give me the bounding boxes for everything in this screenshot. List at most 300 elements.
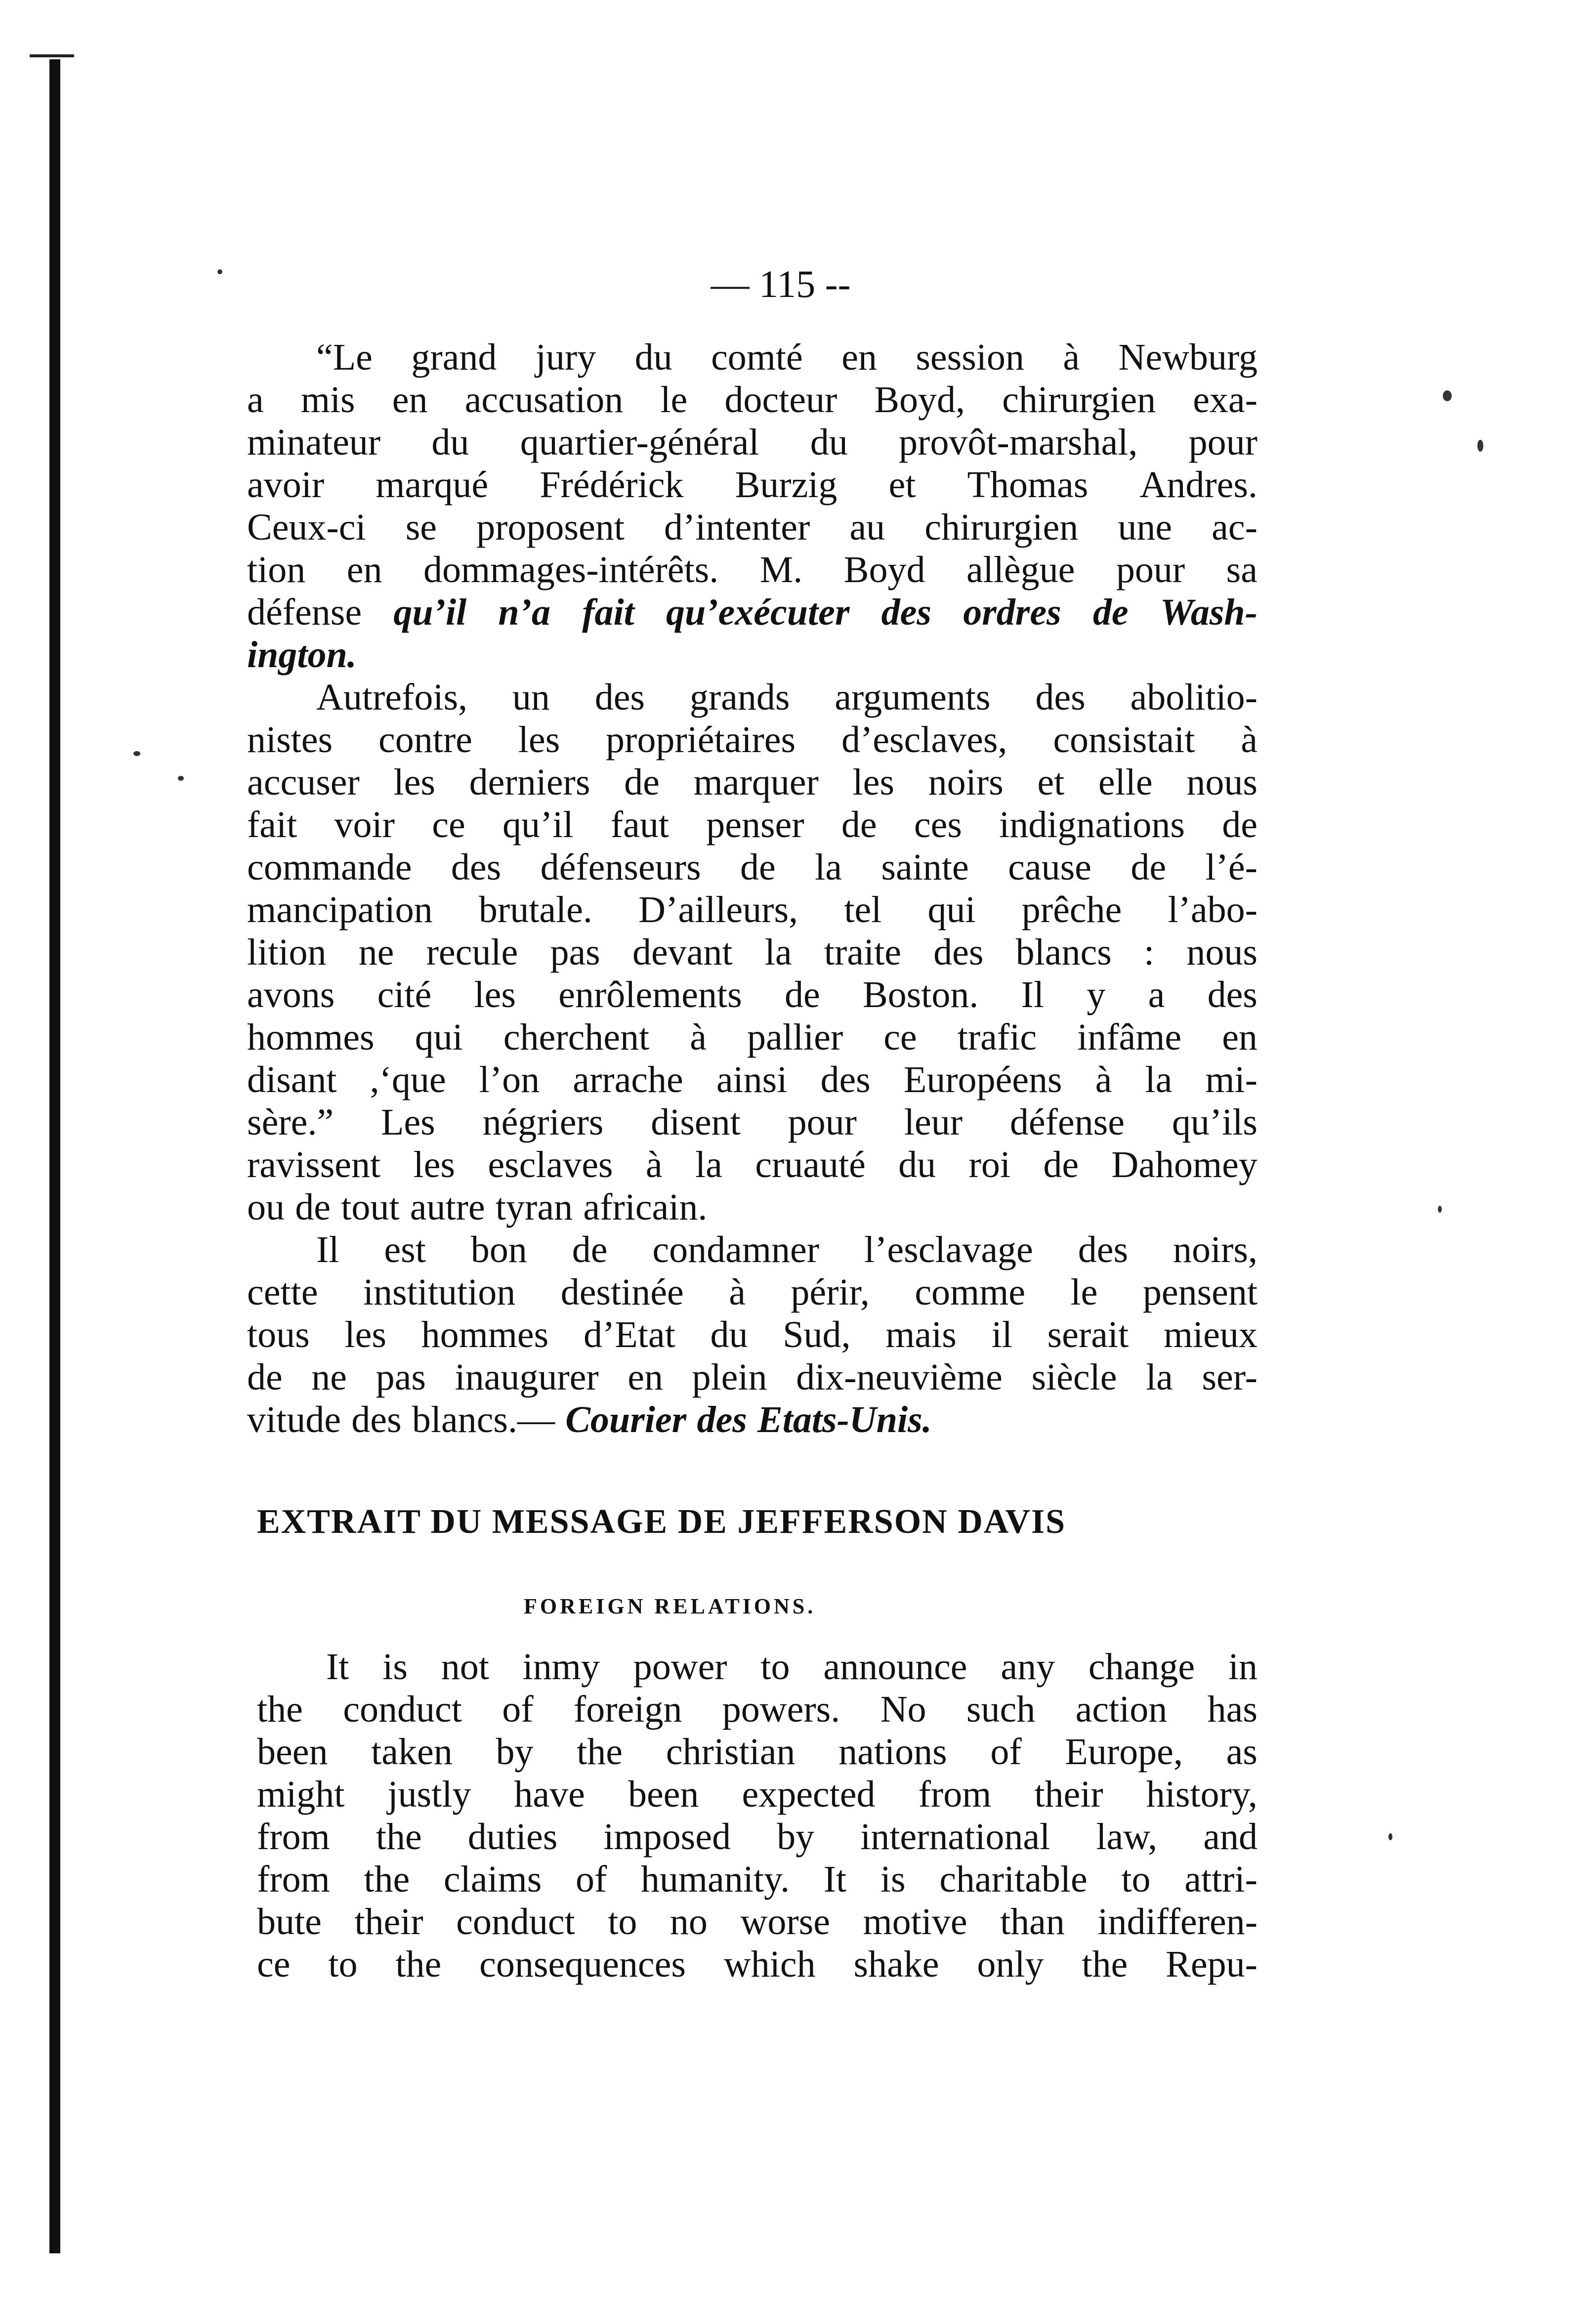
word: taken	[371, 1731, 453, 1773]
text-line	[247, 336, 1258, 379]
word: traite	[824, 931, 901, 973]
word: devant	[632, 931, 733, 973]
word: to	[608, 1901, 637, 1943]
word: of	[990, 1731, 1022, 1773]
word: les	[518, 719, 560, 761]
word: has	[1207, 1689, 1258, 1730]
word: abolitio-	[1130, 676, 1258, 718]
word: announce	[823, 1646, 967, 1688]
word: disant	[247, 1059, 337, 1100]
word: the	[364, 1859, 410, 1900]
word: Wash-	[1160, 592, 1258, 633]
word: prêche	[1021, 889, 1122, 930]
word: qu’il	[502, 804, 574, 845]
word: Ceux-ci	[247, 507, 366, 548]
word: international	[860, 1816, 1050, 1858]
word: l’é-	[1205, 846, 1258, 888]
word: Européens	[903, 1059, 1062, 1100]
word: jury	[535, 337, 596, 378]
word: ainsi	[716, 1059, 788, 1100]
word: nous	[1186, 931, 1258, 973]
text-line	[257, 1688, 1258, 1731]
text-line	[247, 379, 1258, 421]
word: sa	[1226, 549, 1258, 591]
word: défenseurs	[540, 846, 701, 888]
word: se	[405, 507, 437, 548]
word: pallier	[747, 1016, 843, 1058]
word: défense	[247, 592, 362, 633]
word: power	[633, 1646, 727, 1688]
word: “Le	[316, 337, 373, 378]
word: qu’exécuter	[666, 592, 850, 633]
word: might	[257, 1774, 345, 1815]
word: des	[1207, 974, 1258, 1015]
word: tous	[247, 1314, 310, 1355]
word: have	[514, 1774, 585, 1815]
text-line	[247, 1271, 1258, 1313]
word: périr,	[791, 1271, 870, 1313]
word: les	[852, 761, 894, 803]
word: bute	[257, 1901, 322, 1943]
word: Sud,	[783, 1314, 851, 1355]
word: duties	[467, 1816, 558, 1858]
word: destinée	[560, 1271, 684, 1313]
word: sainte	[881, 846, 969, 888]
word: derniers	[469, 761, 590, 803]
scan-speck	[1443, 390, 1452, 401]
word: de	[1043, 1144, 1079, 1185]
text-line	[257, 1943, 1258, 1986]
word: les	[344, 1314, 386, 1355]
word: en	[392, 379, 428, 421]
word: et	[1037, 761, 1065, 803]
word: justly	[387, 1774, 471, 1815]
word: une	[1118, 507, 1173, 548]
word: comté	[711, 337, 803, 378]
word: is	[880, 1859, 906, 1900]
word: Dahomey	[1111, 1144, 1258, 1185]
word: de	[841, 804, 877, 845]
word: ces	[914, 804, 962, 845]
text-line	[257, 1816, 1258, 1858]
word: fait	[247, 804, 297, 845]
word: il	[991, 1314, 1012, 1355]
word: consequences	[479, 1944, 686, 1985]
word: as	[1226, 1731, 1258, 1773]
word: Boyd	[843, 549, 925, 591]
word: action	[1075, 1689, 1168, 1730]
word: pensent	[1142, 1271, 1258, 1313]
word: Burzig	[735, 464, 838, 506]
word: Les	[380, 1101, 435, 1143]
word: arrache	[573, 1059, 683, 1100]
text-line	[247, 1101, 1258, 1143]
page-number: — 115 --	[711, 262, 851, 305]
word: esclaves	[488, 1144, 613, 1185]
word: marqué	[376, 464, 489, 506]
word: nations	[838, 1731, 947, 1773]
word: ordres	[963, 592, 1061, 633]
word: commande	[247, 846, 412, 888]
text-line	[257, 1901, 1258, 1943]
word: n’a	[498, 592, 550, 633]
word: comme	[915, 1271, 1026, 1313]
word: humanity.	[640, 1859, 790, 1900]
word: no	[670, 1901, 708, 1943]
word: chirurgien	[924, 507, 1079, 548]
word: No	[880, 1689, 926, 1730]
word: of	[575, 1859, 607, 1900]
word: It	[823, 1859, 847, 1900]
word: africain.	[583, 1186, 708, 1228]
word: the	[577, 1731, 623, 1773]
word: to	[1121, 1859, 1151, 1900]
word: been	[628, 1774, 699, 1815]
word: qui	[927, 889, 976, 930]
word: been	[257, 1731, 328, 1773]
word: such	[966, 1689, 1036, 1730]
word: cité	[377, 974, 432, 1015]
word: by	[777, 1816, 815, 1858]
word: tout	[341, 1186, 400, 1228]
word: Il	[1021, 974, 1045, 1015]
word: du	[810, 422, 848, 463]
word: vitude	[247, 1399, 341, 1440]
word: défense	[1009, 1101, 1125, 1143]
word: cette	[247, 1271, 318, 1313]
word: hommes	[421, 1314, 549, 1355]
word: du	[634, 337, 672, 378]
text-line	[247, 1143, 1258, 1186]
word: attri-	[1184, 1859, 1258, 1900]
word: from	[257, 1816, 330, 1858]
word: conduct	[456, 1901, 575, 1943]
word: de	[572, 1229, 608, 1270]
word: foreign	[573, 1689, 682, 1730]
word: serait	[1047, 1314, 1129, 1355]
word: law,	[1096, 1816, 1158, 1858]
word: la	[764, 931, 792, 973]
word: Etats-Unis.	[757, 1399, 932, 1440]
word: l’esclavage	[864, 1229, 1033, 1270]
word: tel	[844, 889, 882, 930]
text-line	[247, 634, 1258, 676]
word: des	[881, 592, 931, 633]
text-line	[247, 591, 1258, 634]
word: exa-	[1193, 379, 1258, 421]
word: cruauté	[755, 1144, 866, 1185]
word: expected	[742, 1774, 876, 1815]
word: de	[295, 1186, 331, 1228]
text-line	[247, 973, 1258, 1016]
word: nistes	[247, 719, 333, 761]
word: roi	[968, 1144, 1010, 1185]
word: du	[898, 1144, 936, 1185]
word: pas	[550, 931, 600, 973]
scan-speck	[1388, 1833, 1392, 1840]
word: cherchent	[503, 1016, 650, 1058]
word: M.	[759, 549, 803, 591]
word: contre	[378, 719, 472, 761]
word: Boyd,	[874, 379, 965, 421]
word: les	[474, 974, 516, 1015]
word: des	[820, 1059, 871, 1100]
word: de	[1092, 592, 1129, 633]
word: noirs	[928, 761, 1004, 803]
word: shake	[853, 1944, 939, 1985]
word: :	[1144, 931, 1155, 973]
word: inaugurer	[455, 1356, 599, 1398]
word: claims	[443, 1859, 542, 1900]
word: condamner	[652, 1229, 820, 1270]
word: ce	[432, 804, 465, 845]
word: des	[933, 931, 984, 973]
word: mis	[300, 379, 355, 421]
word: penser	[706, 804, 804, 845]
word: from	[918, 1774, 992, 1815]
word: ne	[311, 1356, 347, 1398]
word: Newburg	[1118, 337, 1258, 378]
word: le	[660, 379, 688, 421]
scan-speck	[1438, 1206, 1442, 1213]
word: indifferen-	[1097, 1901, 1258, 1943]
article-body-french	[247, 336, 1258, 1441]
word: charitable	[939, 1859, 1088, 1900]
word: mancipation	[247, 889, 433, 930]
word: in	[1228, 1646, 1258, 1688]
text-line	[247, 1313, 1258, 1356]
word: sère.”	[247, 1101, 334, 1143]
word: accusation	[464, 379, 624, 421]
word: qu’ils	[1172, 1101, 1258, 1143]
word: un	[512, 676, 550, 718]
word: minateur	[247, 422, 381, 463]
word: pour	[1116, 549, 1185, 591]
word: de	[1131, 846, 1167, 888]
word: the	[395, 1944, 442, 1985]
word: ce	[257, 1944, 291, 1985]
text-line	[247, 846, 1258, 888]
word: d’intenter	[664, 507, 810, 548]
text-line	[247, 1058, 1258, 1101]
word: mi-	[1205, 1059, 1258, 1100]
word: le	[1070, 1271, 1098, 1313]
word: Europe,	[1065, 1731, 1183, 1773]
scan-speck	[217, 269, 222, 274]
word: hommes	[247, 1016, 375, 1058]
word: de	[1222, 804, 1258, 845]
word: arguments	[835, 676, 991, 718]
word: ac-	[1212, 507, 1258, 548]
word: Frédérick	[540, 464, 684, 506]
binding-edge-top	[30, 54, 74, 57]
word: history,	[1146, 1774, 1258, 1815]
word: propriétaires	[606, 719, 796, 761]
word: dommages-intérêts.	[423, 549, 719, 591]
word: Repu-	[1166, 1944, 1258, 1985]
word: Thomas	[967, 464, 1089, 506]
text-line	[257, 1646, 1258, 1688]
word: faut	[610, 804, 669, 845]
word: a	[247, 379, 264, 421]
word: ne	[358, 931, 394, 973]
word: ravissent	[247, 1144, 381, 1185]
word: is	[382, 1646, 408, 1688]
word: grand	[411, 337, 497, 378]
word: worse	[740, 1901, 830, 1943]
word: à	[729, 1271, 746, 1313]
word: provôt-marshal,	[899, 422, 1138, 463]
text-line	[247, 1016, 1258, 1058]
word: qu’il	[393, 592, 467, 633]
word: imposed	[603, 1816, 731, 1858]
message-body-english	[257, 1646, 1258, 1986]
text-line	[247, 888, 1258, 931]
word: conduct	[343, 1689, 462, 1730]
word: not	[441, 1646, 489, 1688]
word: ington.	[247, 634, 357, 676]
word: to	[328, 1944, 358, 1985]
text-line	[257, 1731, 1258, 1773]
scan-speck	[178, 776, 184, 781]
word: indignations	[999, 804, 1185, 845]
word: only	[977, 1944, 1044, 1985]
word: christian	[666, 1731, 796, 1773]
word: qui	[415, 1016, 463, 1058]
word: Boston.	[862, 974, 979, 1015]
section-heading: EXTRAIT DU MESSAGE DE JEFFERSON DAVIS	[257, 1503, 1066, 1541]
word: ou	[247, 1186, 285, 1228]
word: ser-	[1202, 1356, 1258, 1398]
word: en	[346, 549, 382, 591]
word: à	[1241, 719, 1258, 761]
word: and	[1203, 1816, 1258, 1858]
word: which	[723, 1944, 816, 1985]
word: d’Etat	[583, 1314, 675, 1355]
word: pas	[376, 1356, 426, 1398]
word: their	[354, 1901, 423, 1943]
word: noirs,	[1173, 1229, 1258, 1270]
word: Il	[316, 1229, 339, 1270]
word: disent	[651, 1101, 741, 1143]
word: la	[1146, 1356, 1173, 1398]
word: the	[376, 1816, 422, 1858]
word: tyran	[495, 1186, 573, 1228]
word: pour	[788, 1101, 857, 1143]
word: tion	[247, 549, 306, 591]
word: des	[1035, 676, 1086, 718]
word: pour	[1188, 422, 1258, 463]
word: Courier	[565, 1399, 687, 1440]
word: lition	[247, 931, 327, 973]
text-line	[247, 549, 1258, 591]
word: Andres.	[1139, 464, 1258, 506]
word: blancs	[1015, 931, 1112, 973]
text-line	[257, 1858, 1258, 1901]
text-line	[247, 761, 1258, 803]
word: cause	[1008, 846, 1091, 888]
word: en	[841, 337, 877, 378]
word: du	[710, 1314, 748, 1355]
word: en	[628, 1356, 663, 1398]
word: avoir	[247, 464, 325, 506]
word: trafic	[957, 1016, 1037, 1058]
word: d’esclaves,	[841, 719, 1007, 761]
binding-edge	[49, 59, 60, 2253]
word: the	[1082, 1944, 1128, 1985]
word: enrôlements	[558, 974, 742, 1015]
word: nous	[1186, 761, 1258, 803]
text-line	[247, 931, 1258, 973]
word: de	[784, 974, 820, 1015]
word: est	[384, 1229, 426, 1270]
word: allègue	[966, 549, 1075, 591]
word: de	[624, 761, 660, 803]
word: des	[594, 676, 645, 718]
word: the	[257, 1689, 303, 1730]
word: grands	[689, 676, 790, 718]
word: from	[257, 1859, 330, 1900]
word: It	[326, 1646, 349, 1688]
word: du	[431, 422, 469, 463]
word: la	[1145, 1059, 1173, 1100]
word: mieux	[1163, 1314, 1258, 1355]
text-line	[247, 1228, 1258, 1271]
word: des	[1078, 1229, 1129, 1270]
word: marquer	[693, 761, 819, 803]
word: l’on	[479, 1059, 540, 1100]
word: Autrefois,	[316, 676, 468, 718]
word: la	[695, 1144, 722, 1185]
word: dix-neuvième	[796, 1356, 1003, 1398]
word: fait	[582, 592, 634, 633]
text-line	[247, 506, 1258, 549]
word: infâme	[1077, 1016, 1182, 1058]
word: siècle	[1031, 1356, 1117, 1398]
word: by	[496, 1731, 534, 1773]
word: of	[502, 1689, 534, 1730]
word: accuser	[247, 761, 360, 803]
word: des	[351, 1399, 402, 1440]
word: leur	[904, 1101, 963, 1143]
word: blancs.—	[412, 1399, 555, 1440]
word: mais	[885, 1314, 957, 1355]
word: de	[247, 1356, 283, 1398]
word: des	[697, 1399, 747, 1440]
word: à	[1063, 337, 1080, 378]
word: their	[1034, 1774, 1103, 1815]
word: voir	[334, 804, 395, 845]
word: brutale.	[478, 889, 592, 930]
word: l’abo-	[1168, 889, 1258, 930]
word: chirurgien	[1002, 379, 1156, 421]
word: les	[413, 1144, 455, 1185]
word: au	[849, 507, 885, 548]
word: motive	[863, 1901, 967, 1943]
word: change	[1088, 1646, 1195, 1688]
word: à	[645, 1144, 663, 1185]
word: ce	[883, 1016, 917, 1058]
word: négriers	[482, 1101, 604, 1143]
word: bon	[470, 1229, 527, 1270]
text-line	[247, 676, 1258, 718]
word: proposent	[476, 507, 625, 548]
word: a	[1148, 974, 1165, 1015]
word: inmy	[522, 1646, 600, 1688]
word: la	[815, 846, 842, 888]
word: en	[1222, 1016, 1258, 1058]
word: elle	[1098, 761, 1153, 803]
